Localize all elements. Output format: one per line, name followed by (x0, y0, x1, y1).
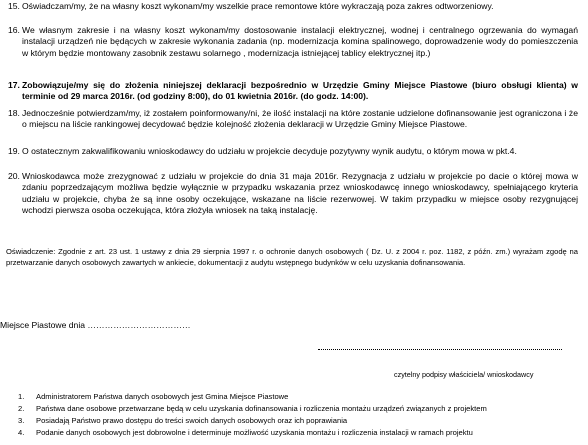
footnote-4 (6, 428, 586, 439)
footnote-number: 1. (18, 392, 25, 401)
clause-19 (8, 146, 578, 157)
footnote-2 (6, 404, 586, 415)
footnote-text: Posiadają Państwo prawo dostępu do treści swoich danych osobowych oraz ich poprawiania (36, 416, 348, 425)
clause-16 (8, 25, 578, 59)
clause-number: 17. (8, 80, 20, 90)
clause-number: 20. (8, 171, 20, 181)
clause-number: 18. (8, 108, 20, 118)
clause-text: Wnioskodawca może zrezygnować z udziału w projekcie do dnia 31 maja 2016r. Rezygnacja z udziału w projekcie po dacie o której mowa w zdaniu poprzedzającym możliwa będzie wyłącznie w przypadku wskazania przez wnioskodawcę innego wnioskodawcy, spełniającego kryteria udziału w projekcie, chyba że są inne osoby oczekujące, wskazane na liście rezerwowej. W takim przypadku w miejsce osoby rezygnującej wchodzi pierwsza osoba oczekująca, która złożyła wniosek na taką instalację. (22, 171, 578, 216)
data-consent-statement: Oświadczenie: Zgodnie z art. 23 ust. 1 ustawy z dnia 29 sierpnia 1997 r. o ochronie danych osobowych ( Dz. U. z 2004 r. poz. 1182, z późn. zm.) wyrażam zgodę na przetwarzanie danych osobowych zawartych w ankiecie, dokumentacji z audytu wstępnego budynków w celu uzyskania dofinansowania. (6, 247, 578, 267)
place-date-field: Miejsce Piastowe dnia ……………………………… (0, 320, 191, 330)
clause-text: Zobowiązuje/my się do złożenia niniejszej deklaracji bezpośrednio w Urzędzie Gminy Miejsce Piastowe (biuro obsługi klienta) w terminie od 29 marca 2016r. (od godziny 8:00), do 01 kwietnia 2016r. (do godz. 14:00). (22, 80, 578, 102)
clause-text: Jednocześnie potwierdzam/my, iż zostałem poinformowany/ni, że ilość instalacji na które zostanie udzielone dofinansowanie jest ograniczona i że o miejscu na liście rankingowej decydować będzie kolejność złożenia deklaracji w Urzędzie Gminy Miejsce Piastowe. (22, 108, 578, 130)
clause-number: 16. (8, 25, 20, 35)
footnote-number: 3. (18, 416, 25, 425)
clause-17 (8, 80, 578, 103)
footnote-1 (6, 392, 586, 403)
clause-text: We własnym zakresie i na własny koszt wykonam/my dostosowanie instalacji elektrycznej, wodnej i centralnego ogrzewania do wymagań instalacji urządzeń nie będących w zakresie wykonania zadania (np. modernizacja komina spalinowego, doprowadzenie wody do pomieszczenia w którym będzie montowany zasobnik zestawu solarnego , modernizacja istniejącej tablicy elektrycznej itp.) (22, 25, 578, 58)
footnote-3 (6, 416, 586, 427)
footnote-text: Administratorem Państwa danych osobowych jest Gmina Miejsce Piastowe (36, 392, 289, 401)
signature-line (318, 349, 562, 350)
footnote-text: Państwa dane osobowe przetwarzane będą w celu uzyskania dofinansowania i rozliczenia montażu urządzeń związanych z projektem (36, 404, 487, 413)
footnote-number: 4. (18, 428, 25, 437)
clause-text: O ostatecznym zakwalifikowaniu wnioskodawcy do udziału w projekcie decyduje pozytywny wynik audytu, o którym mowa w pkt.4. (22, 146, 517, 156)
signature-label: czytelny podpisy właściciela/ wnioskodawcy (394, 370, 534, 379)
clause-number: 15. (8, 1, 20, 11)
clause-18 (8, 108, 578, 131)
footnote-text: Podanie danych osobowych jest dobrowolne i determinuje możliwość uzyskania montażu i rozliczenia instalacji w ramach projektu (36, 428, 473, 437)
clause-15 (8, 1, 578, 12)
clause-number: 19. (8, 146, 20, 156)
clause-text: Oświadczam/my, że na własny koszt wykonam/my wszelkie prace remontowe które wykraczają poza zakres odtworzeniowy. (22, 1, 494, 11)
clause-20 (8, 171, 578, 217)
footnote-number: 2. (18, 404, 25, 413)
